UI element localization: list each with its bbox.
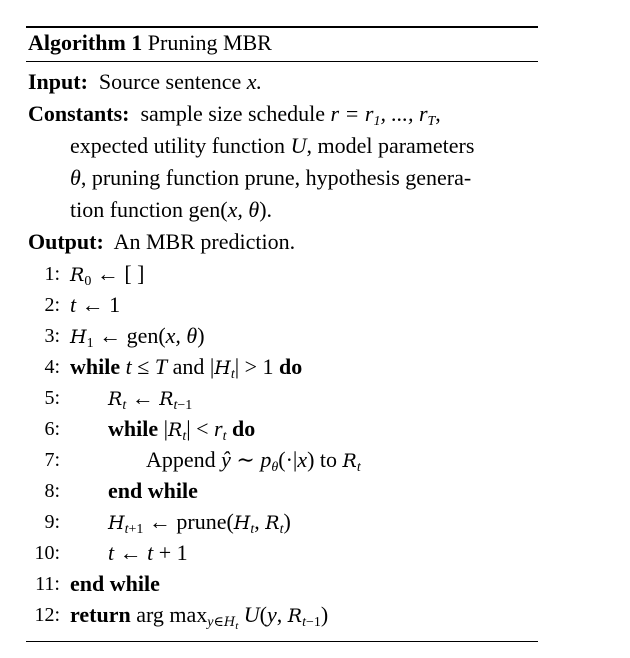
algorithm-label: Algorithm 1 <box>28 30 143 55</box>
step-number: 11: <box>35 573 60 595</box>
constants-text-1a: sample size schedule <box>140 101 325 126</box>
keyword-end-while: end while <box>108 478 198 503</box>
keyword-to: to <box>319 447 338 472</box>
constants-text-2c: , model parameters <box>306 133 475 158</box>
step-2: t ← 1 <box>70 292 121 317</box>
step-number: 8: <box>44 480 60 502</box>
step-number: 12: <box>34 604 60 626</box>
top-rule <box>26 26 538 28</box>
constants-text-4b: x, θ <box>227 197 260 222</box>
step-number: 10: <box>34 542 60 564</box>
constants-text-1b: r = r <box>330 101 374 126</box>
step-4: while t ≤ T and $|H_t| > 1$ do <box>70 354 303 382</box>
step-12: return arg $\max_{y\in H_t} U(y$, $R_{t-1}$) <box>70 602 329 632</box>
step-number: 2: <box>44 294 60 316</box>
step-number: 6: <box>44 418 60 440</box>
schedule-formula: $r = r_1$, ..., $r_T$ <box>330 101 436 129</box>
constants-line-4 <box>28 194 272 226</box>
keyword-do: do <box>279 354 303 379</box>
constants-line-1 <box>28 98 441 130</box>
input-label: Input: <box>28 69 88 94</box>
step-number: 1: <box>44 263 60 285</box>
constants-text-4a: tion function gen( <box>70 197 228 222</box>
step-number: 7: <box>44 449 60 471</box>
step-1: $R_0$ ← [ ] <box>70 261 145 289</box>
keyword-append: Append <box>146 447 216 472</box>
constants-text-1c: , ..., r <box>380 101 428 126</box>
step-number: 4: <box>44 356 60 378</box>
step-3: $H_1$ ← gen(x, θ) <box>70 323 205 351</box>
step-number: 3: <box>44 325 60 347</box>
constants-text-2b: U <box>290 133 307 158</box>
input-var: x. <box>246 69 263 94</box>
constants-text-1d: , <box>435 101 441 126</box>
keyword-return: return <box>70 602 131 627</box>
output-label: Output: <box>28 229 104 254</box>
step-9: $H_{t+1}$ ← $prune(H_t$, $R_t$) <box>108 509 291 537</box>
step-7: Append ŷ ∼ $p_\theta(\cdot|x)$ to $R_t$ <box>146 447 361 475</box>
constants-line-2 <box>28 130 474 162</box>
input-line <box>28 66 262 98</box>
step-8 <box>108 475 198 507</box>
step-number: 5: <box>44 387 60 409</box>
bottom-rule <box>26 641 538 642</box>
input-text: Source sentence <box>98 69 242 94</box>
keyword-while: while <box>108 416 159 441</box>
output-text: An MBR prediction. <box>113 229 296 254</box>
constants-text-3b: , pruning function prune, hypothesis genera- <box>80 165 472 190</box>
step-number: 9: <box>44 511 60 533</box>
step-6: while $|R_t| < r_t$ do <box>108 416 256 444</box>
constants-text-4c: ). <box>259 197 273 222</box>
keyword-end-while: end while <box>70 571 160 596</box>
algorithm-title <box>28 29 272 57</box>
keyword-do: do <box>232 416 256 441</box>
keyword-and: and <box>172 354 205 379</box>
step-10: t ← t + 1 <box>108 540 188 565</box>
keyword-while: while <box>70 354 121 379</box>
step-11 <box>70 568 160 600</box>
algorithm-name: Pruning MBR <box>147 30 272 55</box>
constants-text-2a: expected utility function <box>70 133 286 158</box>
constants-text-3a: θ <box>70 165 81 190</box>
title-rule <box>26 61 538 62</box>
output-line <box>28 226 295 258</box>
step-5: $R_t$ ← $R_{t-1}$ <box>108 385 193 413</box>
constants-line-3 <box>28 162 471 194</box>
constants-label: Constants: <box>28 101 130 126</box>
